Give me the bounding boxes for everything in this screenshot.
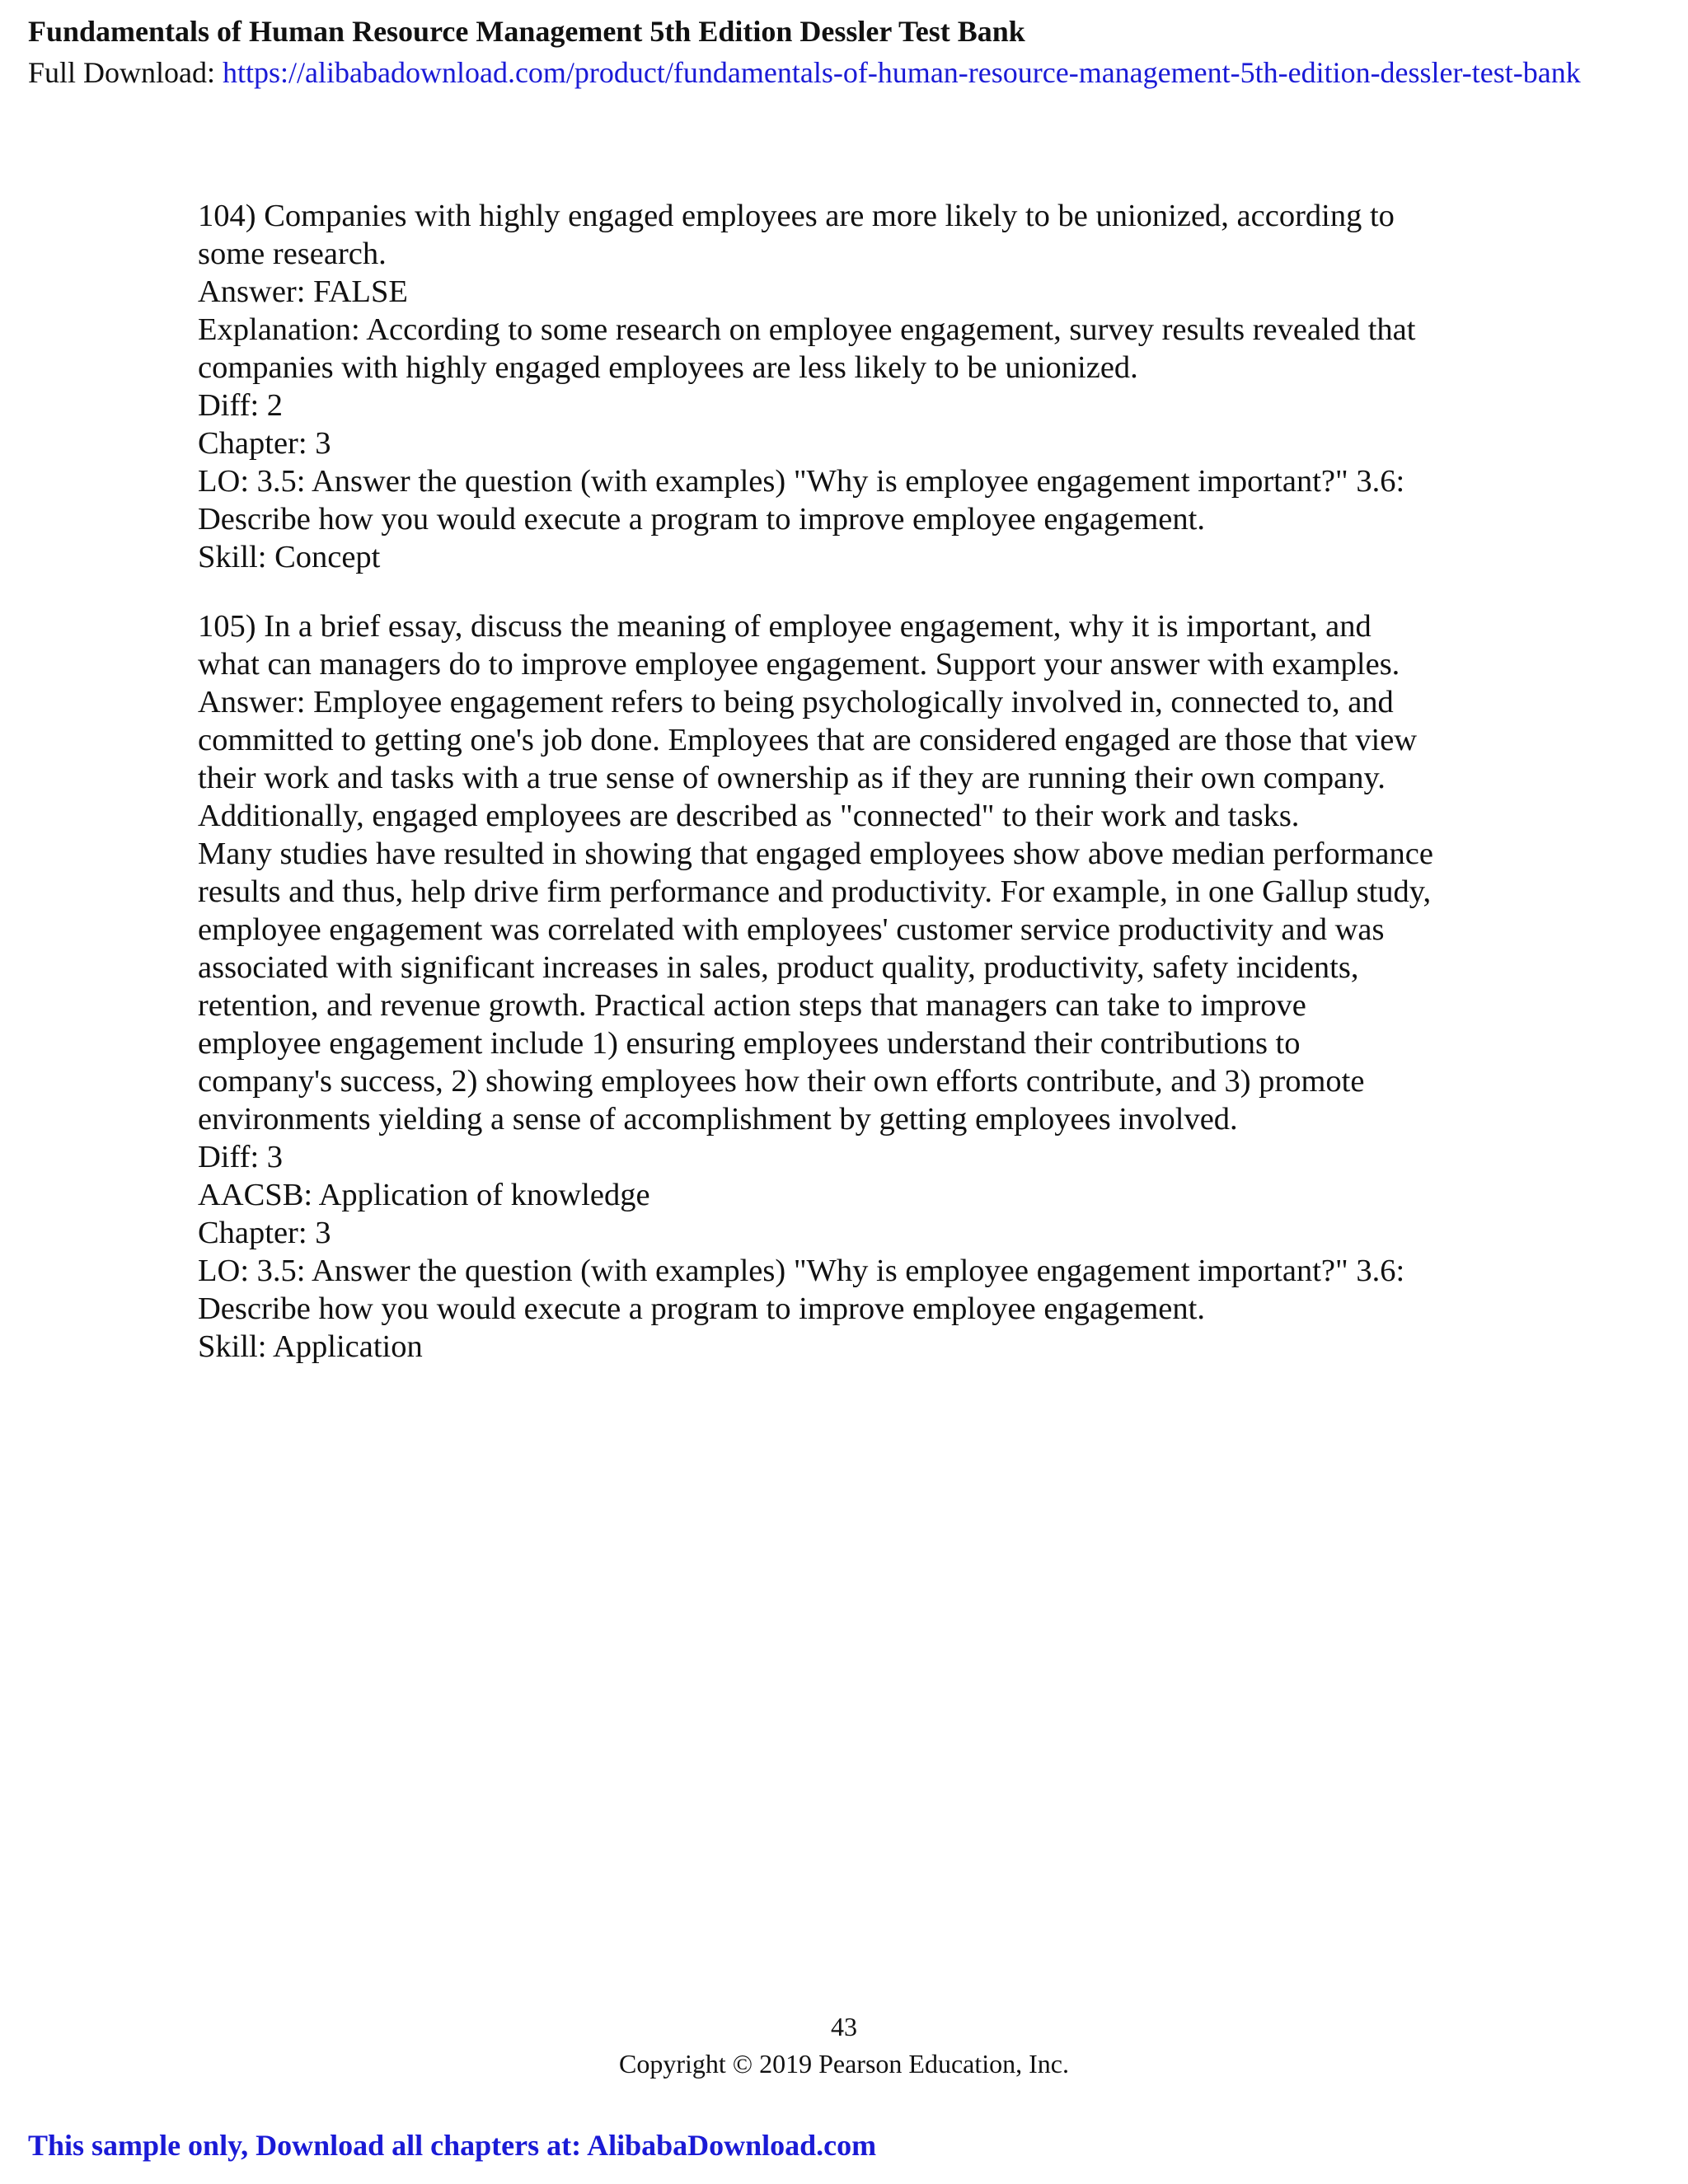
answer-line: Many studies have resulted in showing that engaged employees show above median performance	[198, 837, 1433, 871]
download-line	[28, 53, 1581, 92]
answer-line: associated with significant increases in sales, product quality, productivity, safety incidents,	[198, 950, 1359, 985]
chapter-line: Chapter: 3	[198, 426, 331, 461]
answer-line: committed to getting one's job done. Employees that are considered engaged are those that view	[198, 723, 1418, 757]
answer-line: employee engagement was correlated with employees' customer service productivity and was	[198, 912, 1385, 947]
answer-line: results and thus, help drive firm performance and productivity. For example, in one Gallup study,	[198, 874, 1432, 909]
learning-objective-line: LO: 3.5: Answer the question (with examples) "Why is employee engagement important?" 3.6:	[198, 464, 1405, 499]
difficulty-line: Diff: 2	[198, 388, 284, 423]
answer-line: environments yielding a sense of accomplishment by getting employees involved.	[198, 1102, 1238, 1137]
explanation-line: companies with highly engaged employees are less likely to be unionized.	[198, 350, 1138, 385]
chapter-line: Chapter: 3	[198, 1216, 331, 1250]
download-link[interactable]: https://alibabadownload.com/product/fundamentals-of-human-resource-management-5th-edition-dessler-test-bank	[223, 56, 1581, 89]
question-text-line: what can managers do to improve employee engagement. Support your answer with examples.	[198, 647, 1400, 682]
learning-objective-line: Describe how you would execute a program to improve employee engagement.	[198, 1291, 1205, 1326]
answer-line: their work and tasks with a true sense of ownership as if they are running their own company.	[198, 761, 1386, 795]
question-list	[198, 197, 1508, 1397]
page-number: 43	[831, 2012, 857, 2041]
skill-line: Skill: Application	[198, 1329, 423, 1364]
learning-objective-line: LO: 3.5: Answer the question (with examples) "Why is employee engagement important?" 3.6:	[198, 1254, 1405, 1288]
download-promo-banner[interactable]: This sample only, Download all chapters at: AlibabaDownload.com	[28, 2129, 877, 2162]
explanation-line: Explanation: According to some research on employee engagement, survey results revealed that	[198, 312, 1416, 347]
question-105	[198, 607, 1508, 1366]
question-text-line: some research.	[198, 237, 387, 271]
answer-line: Answer: Employee engagement refers to being psychologically involved in, connected to, and	[198, 685, 1394, 719]
learning-objective-line: Describe how you would execute a program to improve employee engagement.	[198, 502, 1205, 537]
aacsb-line: AACSB: Application of knowledge	[198, 1178, 650, 1212]
copyright-notice: Copyright © 2019 Pearson Education, Inc.	[619, 2049, 1069, 2079]
answer-line: Answer: FALSE	[198, 274, 408, 309]
question-text-line: 105) In a brief essay, discuss the meaning of employee engagement, why it is important, and	[198, 609, 1372, 644]
question-text-line: 104) Companies with highly engaged employees are more likely to be unionized, according to	[198, 199, 1395, 233]
answer-line: retention, and revenue growth. Practical action steps that managers can take to improve	[198, 988, 1306, 1023]
difficulty-line: Diff: 3	[198, 1140, 284, 1174]
answer-line: Additionally, engaged employees are described as "connected" to their work and tasks.	[198, 799, 1300, 833]
answer-line: employee engagement include 1) ensuring employees understand their contributions to	[198, 1026, 1301, 1061]
download-label: Full Download:	[28, 56, 223, 89]
skill-line: Skill: Concept	[198, 540, 381, 574]
answer-line: company's success, 2) showing employees how their own efforts contribute, and 3) promote	[198, 1064, 1365, 1099]
question-104	[198, 197, 1508, 576]
document-title: Fundamentals of Human Resource Management 5th Edition Dessler Test Bank	[28, 15, 1025, 48]
